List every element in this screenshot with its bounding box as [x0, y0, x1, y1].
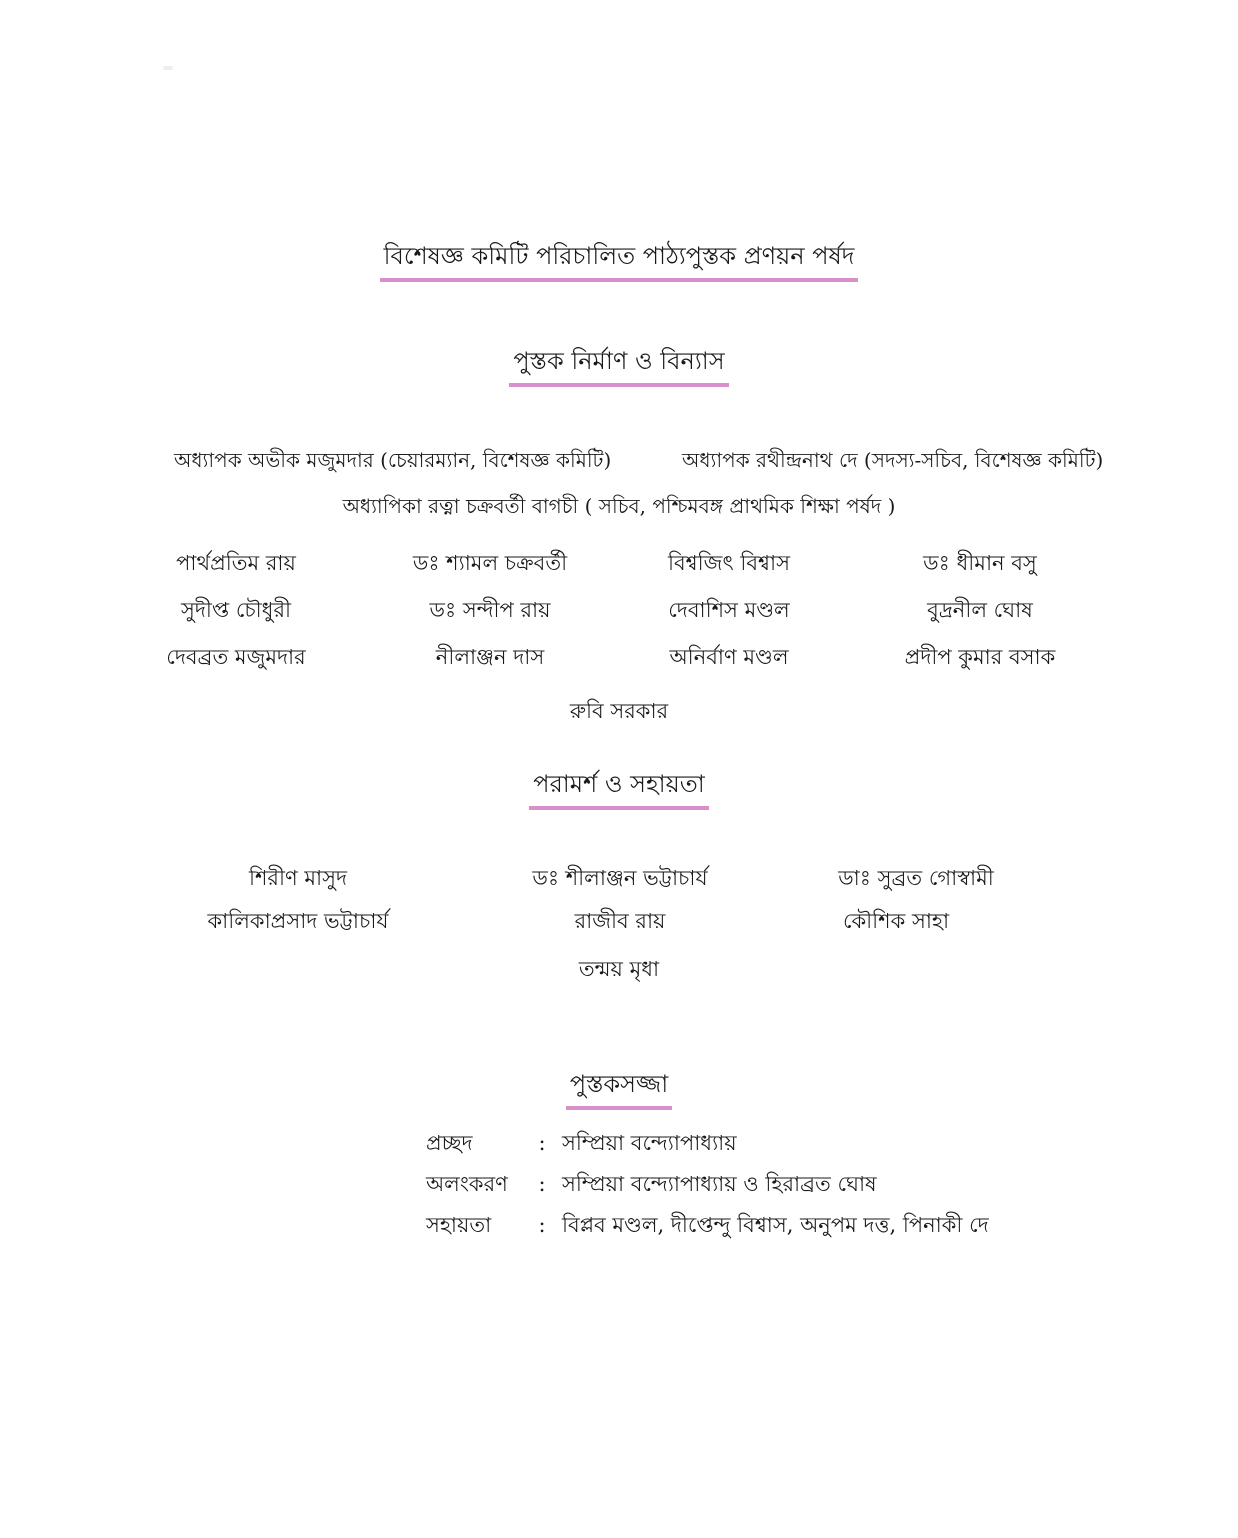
advice-name: রাজীব রায় — [574, 909, 666, 933]
section-design-heading — [0, 1068, 1238, 1110]
build-last-name: রুবি সরকার — [569, 699, 669, 723]
section-build-heading — [0, 345, 1238, 387]
credit-value: সম্প্রিয়া বন্দ্যোপাধ্যায় — [562, 1131, 737, 1155]
section-advice-title: পরামর্শ ও সহায়তা — [529, 768, 708, 810]
credit-label: অলংকরণ — [426, 1172, 508, 1196]
build-name: অনির্বাণ মণ্ডল — [669, 645, 789, 669]
credit-label: প্রচ্ছদ — [426, 1131, 473, 1155]
advice-name: কালিকাপ্রসাদ ভট্টাচার্য — [207, 909, 389, 933]
advice-last-name: তন্ময় মৃধা — [578, 957, 660, 981]
build-name: বিশ্বজিৎ বিশ্বাস — [667, 551, 791, 575]
credit-separator: : — [538, 1131, 546, 1155]
build-name: ডঃ শ্যামল চক্রবর্তী — [412, 551, 568, 575]
section-advice-heading — [0, 768, 1238, 810]
credit-row-illustration — [426, 1170, 877, 1198]
build-name: দেবাশিস মণ্ডল — [668, 598, 790, 622]
build-name: ডঃ ধীমান বসু — [923, 551, 1037, 575]
advice-name: কৌশিক সাহা — [842, 909, 950, 933]
section-build-title: পুস্তক নির্মাণ ও বিন্যাস — [509, 345, 728, 387]
build-name: ডঃ সন্দীপ রায় — [429, 598, 551, 622]
lead-left: অধ্যাপক অভীক মজুমদার (চেয়ারম্যান, বিশেষজ্ঞ কমিটি) — [174, 448, 612, 472]
credit-separator: : — [538, 1213, 546, 1237]
build-name: বুদ্রনীল ঘোষ — [927, 598, 1033, 622]
credit-label: সহায়তা — [426, 1213, 492, 1237]
build-name: দেবব্রত মজুমদার — [166, 645, 306, 669]
credit-separator: : — [538, 1172, 546, 1196]
main-title — [0, 240, 1238, 282]
page-marker — [163, 66, 173, 70]
build-name: প্রদীপ কুমার বসাক — [904, 645, 1056, 669]
section-design-title: পুস্তকসজ্জা — [566, 1068, 672, 1110]
build-name: সুদীপ্ত চৌধুরী — [180, 598, 292, 622]
advice-name: ডঃ শীলাঞ্জন ভট্টাচার্য — [532, 866, 708, 890]
credit-value: বিপ্লব মণ্ডল, দীপ্তেন্দু বিশ্বাস, অনুপম দত্ত, পিনাকী দে — [562, 1213, 989, 1237]
advice-name: শিরীণ মাসুদ — [248, 866, 348, 890]
lead-center: অধ্যাপিকা রত্না চক্রবর্তী বাগচী ( সচিব, পশ্চিমবঙ্গ প্রাথমিক শিক্ষা পর্ষদ ) — [342, 494, 896, 518]
advice-name: ডাঃ সুব্রত গোস্বামী — [838, 866, 994, 890]
lead-right: অধ্যাপক রথীন্দ্রনাথ দে (সদস্য-সচিব, বিশেষজ্ঞ কমিটি) — [682, 448, 1104, 472]
build-name: পার্থপ্রতিম রায় — [176, 551, 296, 575]
credit-row-assistance — [426, 1211, 989, 1239]
main-title-text: বিশেষজ্ঞ কমিটি পরিচালিত পাঠ্যপুস্তক প্রণয়ন পর্ষদ — [380, 240, 859, 282]
build-name: নীলাঞ্জন দাস — [435, 645, 545, 669]
credit-row-cover — [426, 1129, 737, 1157]
credit-value: সম্প্রিয়া বন্দ্যোপাধ্যায় ও হিরাব্রত ঘোষ — [562, 1172, 877, 1196]
